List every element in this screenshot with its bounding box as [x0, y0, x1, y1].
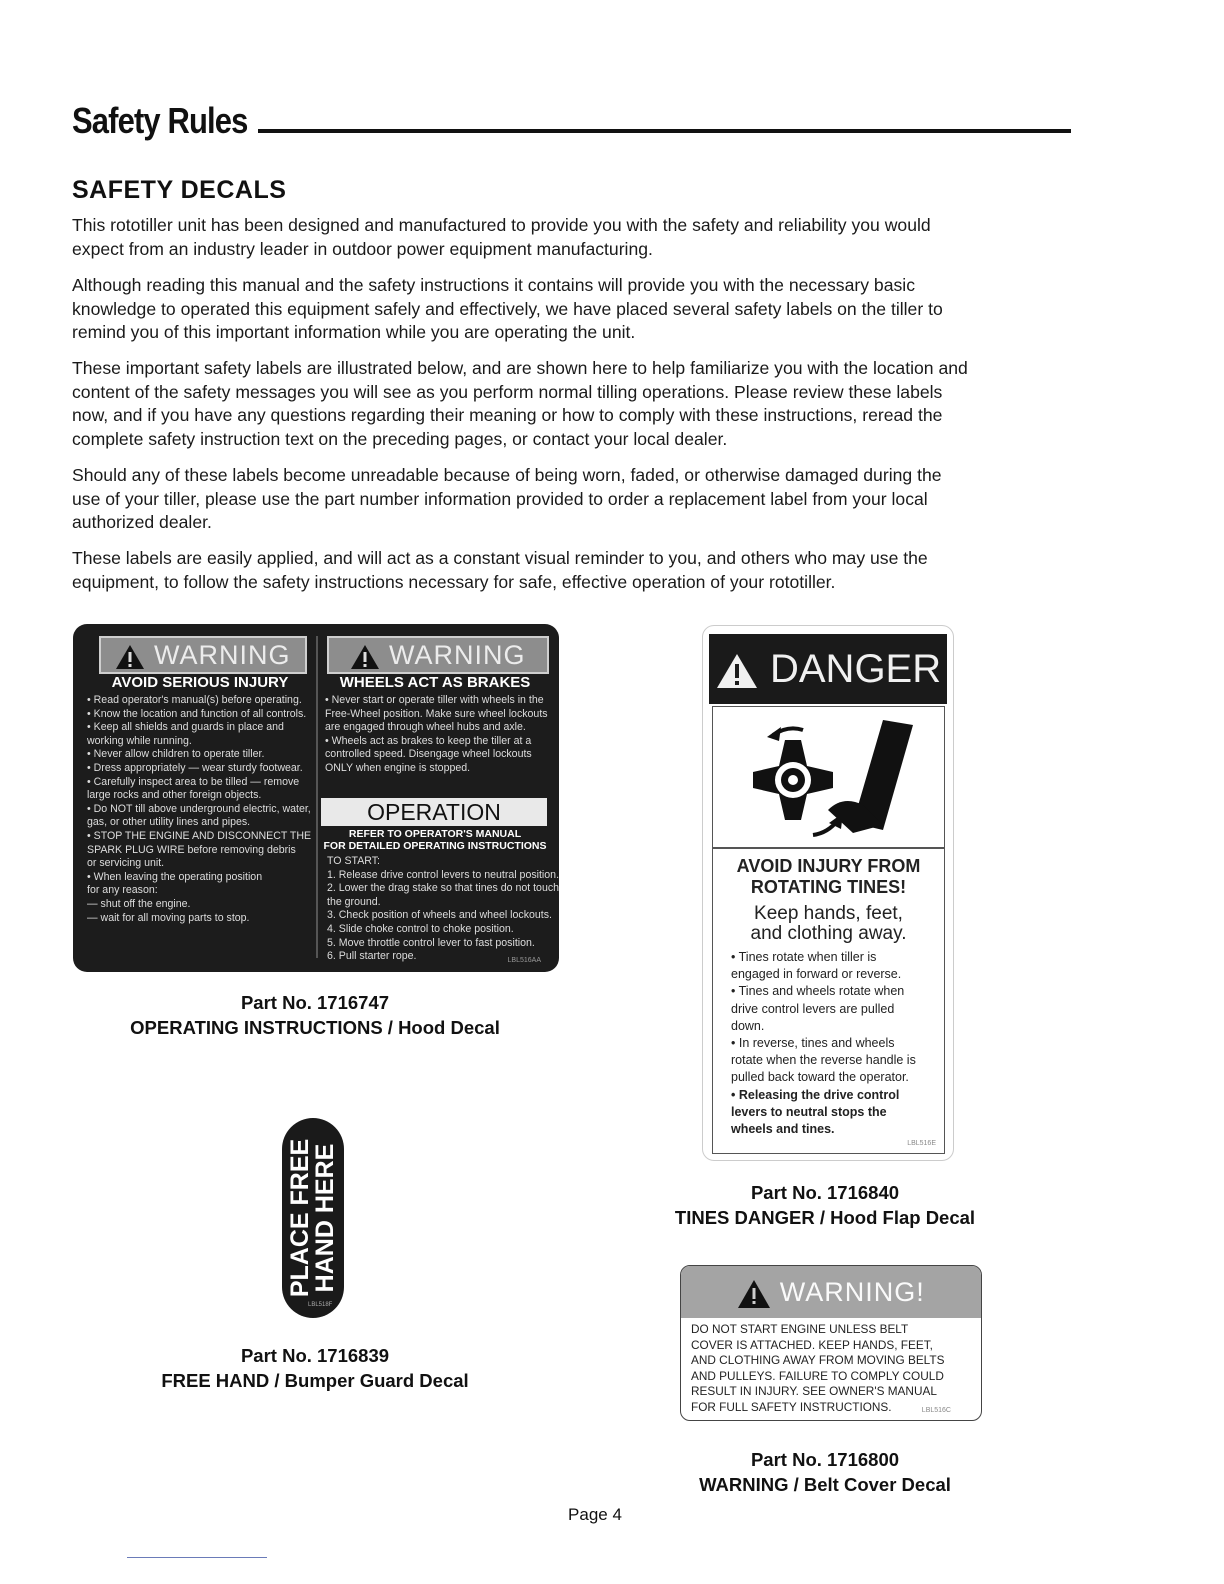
danger-list — [731, 949, 916, 1138]
decal-name: FREE HAND / Bumper Guard Decal — [161, 1370, 469, 1391]
warning-label: WARNING! — [779, 1277, 925, 1307]
list-item: 4. Slide choke control to choke position. — [327, 922, 514, 935]
belt-decal-caption — [610, 1447, 1040, 1497]
decal-line: PLACE FREE — [286, 1138, 314, 1298]
text-line: AND CLOTHING AWAY FROM MOVING BELTS — [691, 1353, 945, 1367]
danger-subtitle: and clothing away. — [750, 923, 907, 944]
warning-banner-right — [327, 636, 549, 674]
danger-subtitle: Keep hands, feet, — [754, 903, 903, 924]
decal-line: HAND HERE — [311, 1143, 339, 1293]
list-item: 3. Check position of wheels and wheel lockouts. — [327, 909, 552, 922]
title-rule — [258, 129, 1071, 133]
label-code: LBL518F — [308, 1302, 333, 1308]
list-item: • Releasing the drive control — [731, 1087, 900, 1102]
list-item: • In reverse, tines and wheels — [731, 1036, 895, 1051]
list-item: engaged in forward or reverse. — [731, 967, 902, 982]
label-code: LBL516E — [907, 1140, 936, 1147]
warning-label: WARNING — [389, 640, 526, 670]
warning-triangle-icon — [737, 1279, 771, 1309]
hood-decal-caption — [100, 990, 530, 1040]
hood-decal — [73, 624, 559, 972]
list-item: • Never start or operate tiller with wheels in the — [325, 694, 544, 706]
warning-triangle-icon — [350, 644, 380, 670]
intro-paragraph — [72, 214, 1082, 261]
warning-banner — [681, 1266, 981, 1318]
text-line: RESULT IN INJURY. SEE OWNER'S MANUAL — [691, 1384, 937, 1398]
list-item: • Tines rotate when tiller is — [731, 950, 877, 964]
text-line: complete safety instruction text on the preceding pages, or contact your local dealer. — [72, 428, 728, 449]
warning-banner-left — [99, 636, 307, 674]
list-item: 1. Release drive control levers to neutral position. — [327, 868, 560, 881]
decal-name: TINES DANGER / Hood Flap Decal — [674, 1207, 976, 1228]
decal-name: OPERATING INSTRUCTIONS / Hood Decal — [130, 1017, 500, 1038]
list-item: or servicing unit. — [87, 857, 165, 870]
free-hand-caption — [100, 1343, 530, 1393]
labels-paragraph — [72, 357, 1082, 451]
list-item: wheels and tines. — [731, 1122, 835, 1137]
text-line: Should any of these labels become unreadable because of being worn, faded, or otherwise damaged during the — [72, 465, 942, 485]
reading-paragraph — [72, 274, 1082, 345]
decal-divider — [316, 636, 318, 958]
text-line: remind you of this important information while you are operating the unit. — [72, 322, 636, 342]
part-number: Part No. 1716839 — [240, 1345, 390, 1366]
list-item: Free-Wheel position. Make sure wheel lockouts — [325, 707, 548, 720]
danger-banner — [709, 634, 947, 704]
danger-content-frame — [712, 706, 945, 1154]
text-line: DO NOT START ENGINE UNLESS BELT — [691, 1322, 909, 1336]
list-item: — wait for all moving parts to stop. — [87, 911, 250, 924]
list-item: controlled speed. Disengage wheel lockouts — [325, 748, 532, 761]
danger-decal — [702, 625, 954, 1161]
operation-steps — [327, 855, 559, 964]
list-item: are engaged through wheel hubs and axle. — [325, 721, 526, 734]
free-hand-text — [288, 1139, 338, 1297]
list-item: 5. Move throttle control lever to fast position. — [327, 936, 535, 949]
list-item: • Read operator's manual(s) before operating. — [87, 694, 302, 706]
list-item: ONLY when engine is stopped. — [325, 761, 471, 774]
text-line: Although reading this manual and the safety instructions it contains will provide you with the necessary basic — [72, 275, 916, 295]
avoid-injury-heading: AVOID SERIOUS INJURY — [111, 674, 289, 691]
text-line: COVER IS ATTACHED. KEEP HANDS, FEET, — [691, 1337, 933, 1352]
list-item: • Wheels act as brakes to keep the tiller at a — [325, 734, 532, 747]
page-title: Safety Rules — [72, 100, 248, 141]
text-line: expect from an industry leader in outdoor power equipment manufacturing. — [72, 238, 653, 259]
list-item: 6. Pull starter rope. — [327, 950, 417, 963]
section-divider — [713, 847, 944, 849]
footer-rule — [127, 1557, 267, 1558]
list-item: • Tines and wheels rotate when — [731, 984, 905, 999]
list-item: levers to neutral stops the — [731, 1104, 887, 1119]
label-code: LBL516C — [921, 1407, 951, 1414]
list-item: rotate when the reverse handle is — [731, 1053, 916, 1068]
list-item: TO START: — [327, 855, 380, 867]
list-item: SPARK PLUG WIRE before removing debris — [87, 843, 296, 856]
list-item: working while running. — [87, 734, 192, 747]
list-item: • Dress appropriately — wear sturdy footwear. — [87, 761, 303, 774]
list-item: • Know the location and function of all controls. — [87, 707, 307, 720]
operation-subheading: FOR DETAILED OPERATING INSTRUCTIONS — [323, 840, 547, 852]
text-line: use of your tiller, please use the part number information provided to order a replacement label from your local — [72, 488, 928, 509]
list-item: • Carefully inspect area to be tilled — remove — [87, 775, 300, 788]
section-heading: SAFETY DECALS — [72, 176, 287, 204]
replacement-paragraph — [72, 464, 1082, 535]
list-item: drive control levers are pulled — [731, 1001, 895, 1016]
right-warning-list — [325, 694, 548, 776]
text-line: knowledge to operated this equipment safely and effectively, we have placed several safety labels on the tiller to — [72, 298, 943, 319]
operation-subheading: REFER TO OPERATOR'S MANUAL — [348, 828, 522, 840]
list-item: pulled back toward the operator. — [731, 1070, 909, 1085]
text-line: authorized dealer. — [72, 512, 212, 532]
part-number: Part No. 1716747 — [240, 992, 390, 1013]
wheels-brakes-heading: WHEELS ACT AS BRAKES — [339, 674, 531, 691]
text-line: These important safety labels are illustrated below, and are shown here to help familiarize you with the location and — [72, 358, 968, 378]
list-item: • Keep all shields and guards in place and — [87, 721, 284, 734]
reminder-paragraph — [72, 547, 1082, 594]
list-item: 2. Lower the drag stake so that tines do not touch — [327, 882, 560, 895]
list-item: down. — [731, 1018, 765, 1033]
decal-name: WARNING / Belt Cover Decal — [699, 1474, 951, 1495]
operation-banner: OPERATION — [321, 798, 547, 826]
danger-decal-caption — [610, 1180, 1040, 1230]
danger-title: ROTATING TINES! — [750, 877, 907, 897]
text-line: FOR FULL SAFETY INSTRUCTIONS. — [691, 1399, 892, 1414]
list-item: — shut off the engine. — [87, 897, 191, 910]
page-number: Page 4 — [568, 1505, 622, 1524]
text-line: These labels are easily applied, and will act as a constant visual reminder to you, and others who may use the — [72, 548, 928, 568]
text-line: now, and if you have any questions regarding their meaning or how to comply with these instructions, reread the — [72, 405, 943, 425]
warning-label: WARNING — [154, 640, 291, 670]
text-line: This rototiller unit has been designed and manufactured to provide you with the safety and reliability you would — [72, 215, 931, 235]
list-item: • Never allow children to operate tiller. — [87, 748, 265, 761]
part-number: Part No. 1716840 — [750, 1182, 900, 1203]
left-warning-list — [87, 694, 311, 925]
list-item: for any reason: — [87, 884, 158, 897]
list-item: the ground. — [327, 895, 381, 908]
danger-title: AVOID INJURY FROM — [736, 856, 921, 876]
rotating-tines-hand-icon — [733, 715, 923, 845]
list-item: large rocks and other foreign objects. — [87, 789, 262, 802]
text-line: equipment, to follow the safety instructions necessary for safe, effective operation of your rototiller. — [72, 571, 836, 592]
belt-warning-text — [691, 1322, 944, 1415]
free-hand-decal — [282, 1118, 344, 1318]
label-code: LBL516AA — [507, 957, 541, 964]
danger-label: DANGER — [769, 647, 942, 691]
list-item: • When leaving the operating position — [87, 870, 263, 883]
part-number: Part No. 1716800 — [750, 1449, 900, 1470]
danger-triangle-icon — [715, 652, 759, 690]
list-item: • STOP THE ENGINE AND DISCONNECT THE — [87, 829, 312, 842]
belt-cover-decal — [680, 1265, 982, 1421]
text-line: AND PULLEYS. FAILURE TO COMPLY COULD — [691, 1368, 944, 1383]
list-item: gas, or other utility lines and pipes. — [87, 816, 251, 829]
warning-triangle-icon — [115, 644, 145, 670]
text-line: content of the safety messages you will see as you perform normal tilling operations. Please review these labels — [72, 381, 943, 402]
list-item: • Do NOT till above underground electric, water, — [87, 802, 311, 815]
